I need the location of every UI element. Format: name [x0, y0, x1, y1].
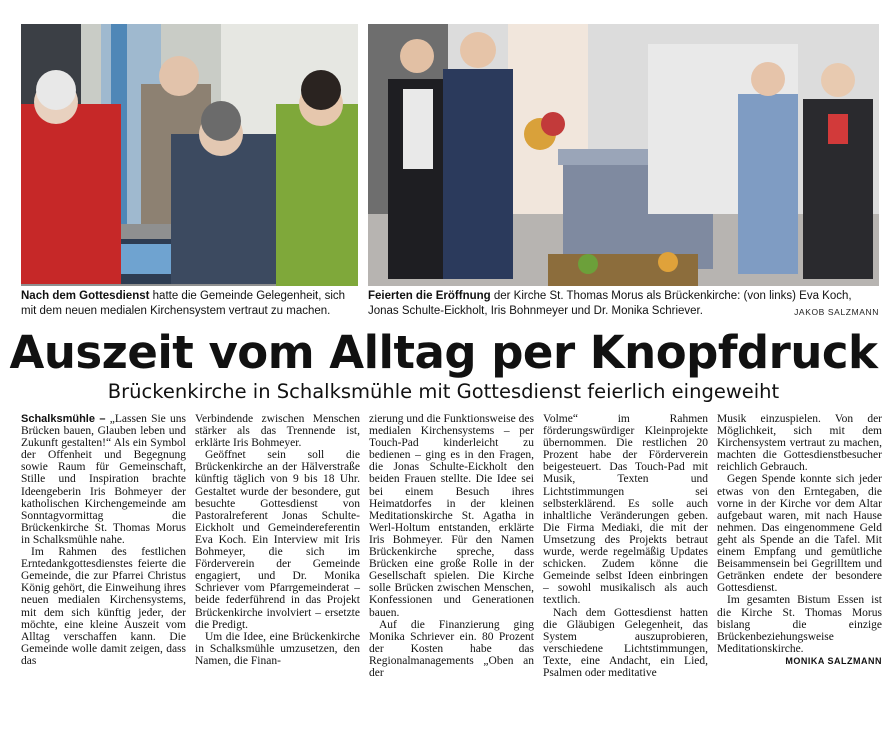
article-paragraph: Volme“ im Rahmen förderungswürdiger Kleinprojekte übernommen. Die restlichen 20 Prozent habe der Förderverein beigesteuert. Das Touch-Pad mit Musik, Texten und Lichtstimmungen sei selbsterklärend. Es solle auch inhaltliche Veränderungen geben. Die Firma Mediaki, die mit der Umsetzung des Projekts betraut wurde, werde regelmäßig Updates schicken. Zudem könne die Gemeinde selbst Ideen einbringen – sowohl musikalisch als auch textlich.: [543, 413, 708, 607]
photo-caption-1: [21, 289, 358, 318]
article-paragraph: Schalksmühle – „Lassen Sie uns Brücken bauen, Glauben leben und Zukunft gestalten!“ Als ein Symbol der Offenheit und Begegnung sowie Raum für Gemeinschaft, Stille und Inspiration brachte Ideengeberin Iris Bohmeyer der katholischen Kirchengemeinde am Sonntagvormittag die Brückenkirche St. Thomas Morus in Schalksmühle nahe.: [21, 413, 186, 546]
article-paragraph: Nach dem Gottesdienst hatten die Gläubigen Gelegenheit, das System auszuprobieren, verschiedene Lichtstimmungen, Texte, eine Andacht, ein Lied, Psalmen oder meditative: [543, 606, 708, 679]
article-paragraph: Im Rahmen des festlichen Erntedankgottesdienstes feierte die Gemeinde, die zur Pfarrei Christus König gehört, die Einweihung ihres neuen medialen Kirchensystems, mit dem sich künftig jeder, der möchte, eine kleine Auszeit vom Alltag verschaffen kann. Die Gemeinde wolle damit zeigen, dass das: [21, 546, 186, 667]
article-paragraph: Musik einzuspielen. Von der Möglichkeit, sich mit dem Kirchensystem vertraut zu machen, machten die Gottesdienstbesucher reichlich Gebrauch.: [717, 413, 882, 474]
article-column-1: [21, 413, 186, 667]
article-column-2: [195, 413, 360, 667]
article-paragraph: Um die Idee, eine Brückenkirche in Schalksmühle umzusetzen, den Namen, die Finan-: [195, 630, 360, 667]
headline: Auszeit vom Alltag per Knopfdruck: [9, 326, 878, 379]
caption-1-lead: Nach dem Gottesdienst: [21, 290, 150, 302]
article-column-3: [369, 413, 534, 679]
photo-credit: JAKOB SALZMANN: [794, 307, 879, 317]
caption-2-lead: Feierten die Eröffnung: [368, 290, 491, 302]
subheadline: Brückenkirche in Schalksmühle mit Gottesdienst feierlich eingeweiht: [107, 380, 780, 403]
article-paragraph: Geöffnet sein soll die Brückenkirche an der Hälverstraße künftig täglich von 9 bis 18 Uhr. Gestaltet wurde der besondere, gut besuchte Gottesdienst von Pastoralreferent Jonas Schulte-Eickholt und Gemeindereferentin Eva Koch. Ein Interview mit Iris Bohmeyer, die sich im Förderverein der Gemeinde engagiert, und Dr. Monika Schriever vom Pfarrgemeinderat – beide federführend in das Projekt Brückenkirche involviert – ersetzte die Predigt.: [195, 449, 360, 631]
article-column-5: [717, 413, 882, 667]
photo-opening-group: [368, 24, 879, 286]
dateline: Schalksmühle –: [21, 413, 106, 425]
article-paragraph: Im gesamten Bistum Essen ist die Kirche St. Thomas Morus bislang die einzige Brückenbeziehungsweise Meditationskirche. MONIKA SALZMANN: [717, 594, 882, 666]
author-byline: MONIKA SALZMANN: [785, 655, 882, 666]
article-column-4: [543, 413, 708, 679]
article-paragraph: zierung und die Funktionsweise des medialen Kirchensystems – per Touch-Pad kinderleicht zu bedienen – ging es in den Fragen, die Jonas Schulte-Eickholt den beiden Frauen stellte. Die Idee sei bei einem Besuch ihres Heimatdorfes in der kleinen Meditationskirche St. Agatha in Werl-Holtum entstanden, erklärte Iris Bohmeyer. Für den Namen Brückenkirche spreche, dass Brücken eine große Rolle in der Gesellschaft spielen. Die Kirche solle Brücken zwischen Menschen, Konfessionen und Generationen bauen.: [369, 413, 534, 619]
photo-touchpad-visitors: [21, 24, 358, 286]
caption-2-text: der Kirche St. Thomas Morus als Brückenkirche: (von links) Eva Koch, Jonas Schulte-Eickholt, Iris Bohnmeyer und Dr. Monika Schriever.: [368, 290, 852, 317]
article-paragraph: Auf die Finanzierung ging Monika Schriever ein. 80 Prozent der Kosten habe das Regionalmanagements „Oben an der: [369, 618, 534, 679]
article-paragraph: Gegen Spende konnte sich jeder etwas von den Erntegaben, die vorne in der Kirche vor dem Altar aufgebaut waren, mit nach Hause nehmen. Das eingenommene Geld geht als Spende an die Tafel. Mit einem Empfang und gemütliche Beisammensein bei Gegrilltem und Getränken endete der besondere Gottesdienst.: [717, 473, 882, 595]
caption-1-text: hatte die Gemeinde Gelegenheit, sich mit dem neuen medialen Kirchensystem vertraut zu machen.: [21, 290, 346, 317]
article-paragraph: Verbindende zwischen Menschen stärker als das Trennende ist, erklärte Iris Bohmeyer.: [195, 413, 360, 450]
